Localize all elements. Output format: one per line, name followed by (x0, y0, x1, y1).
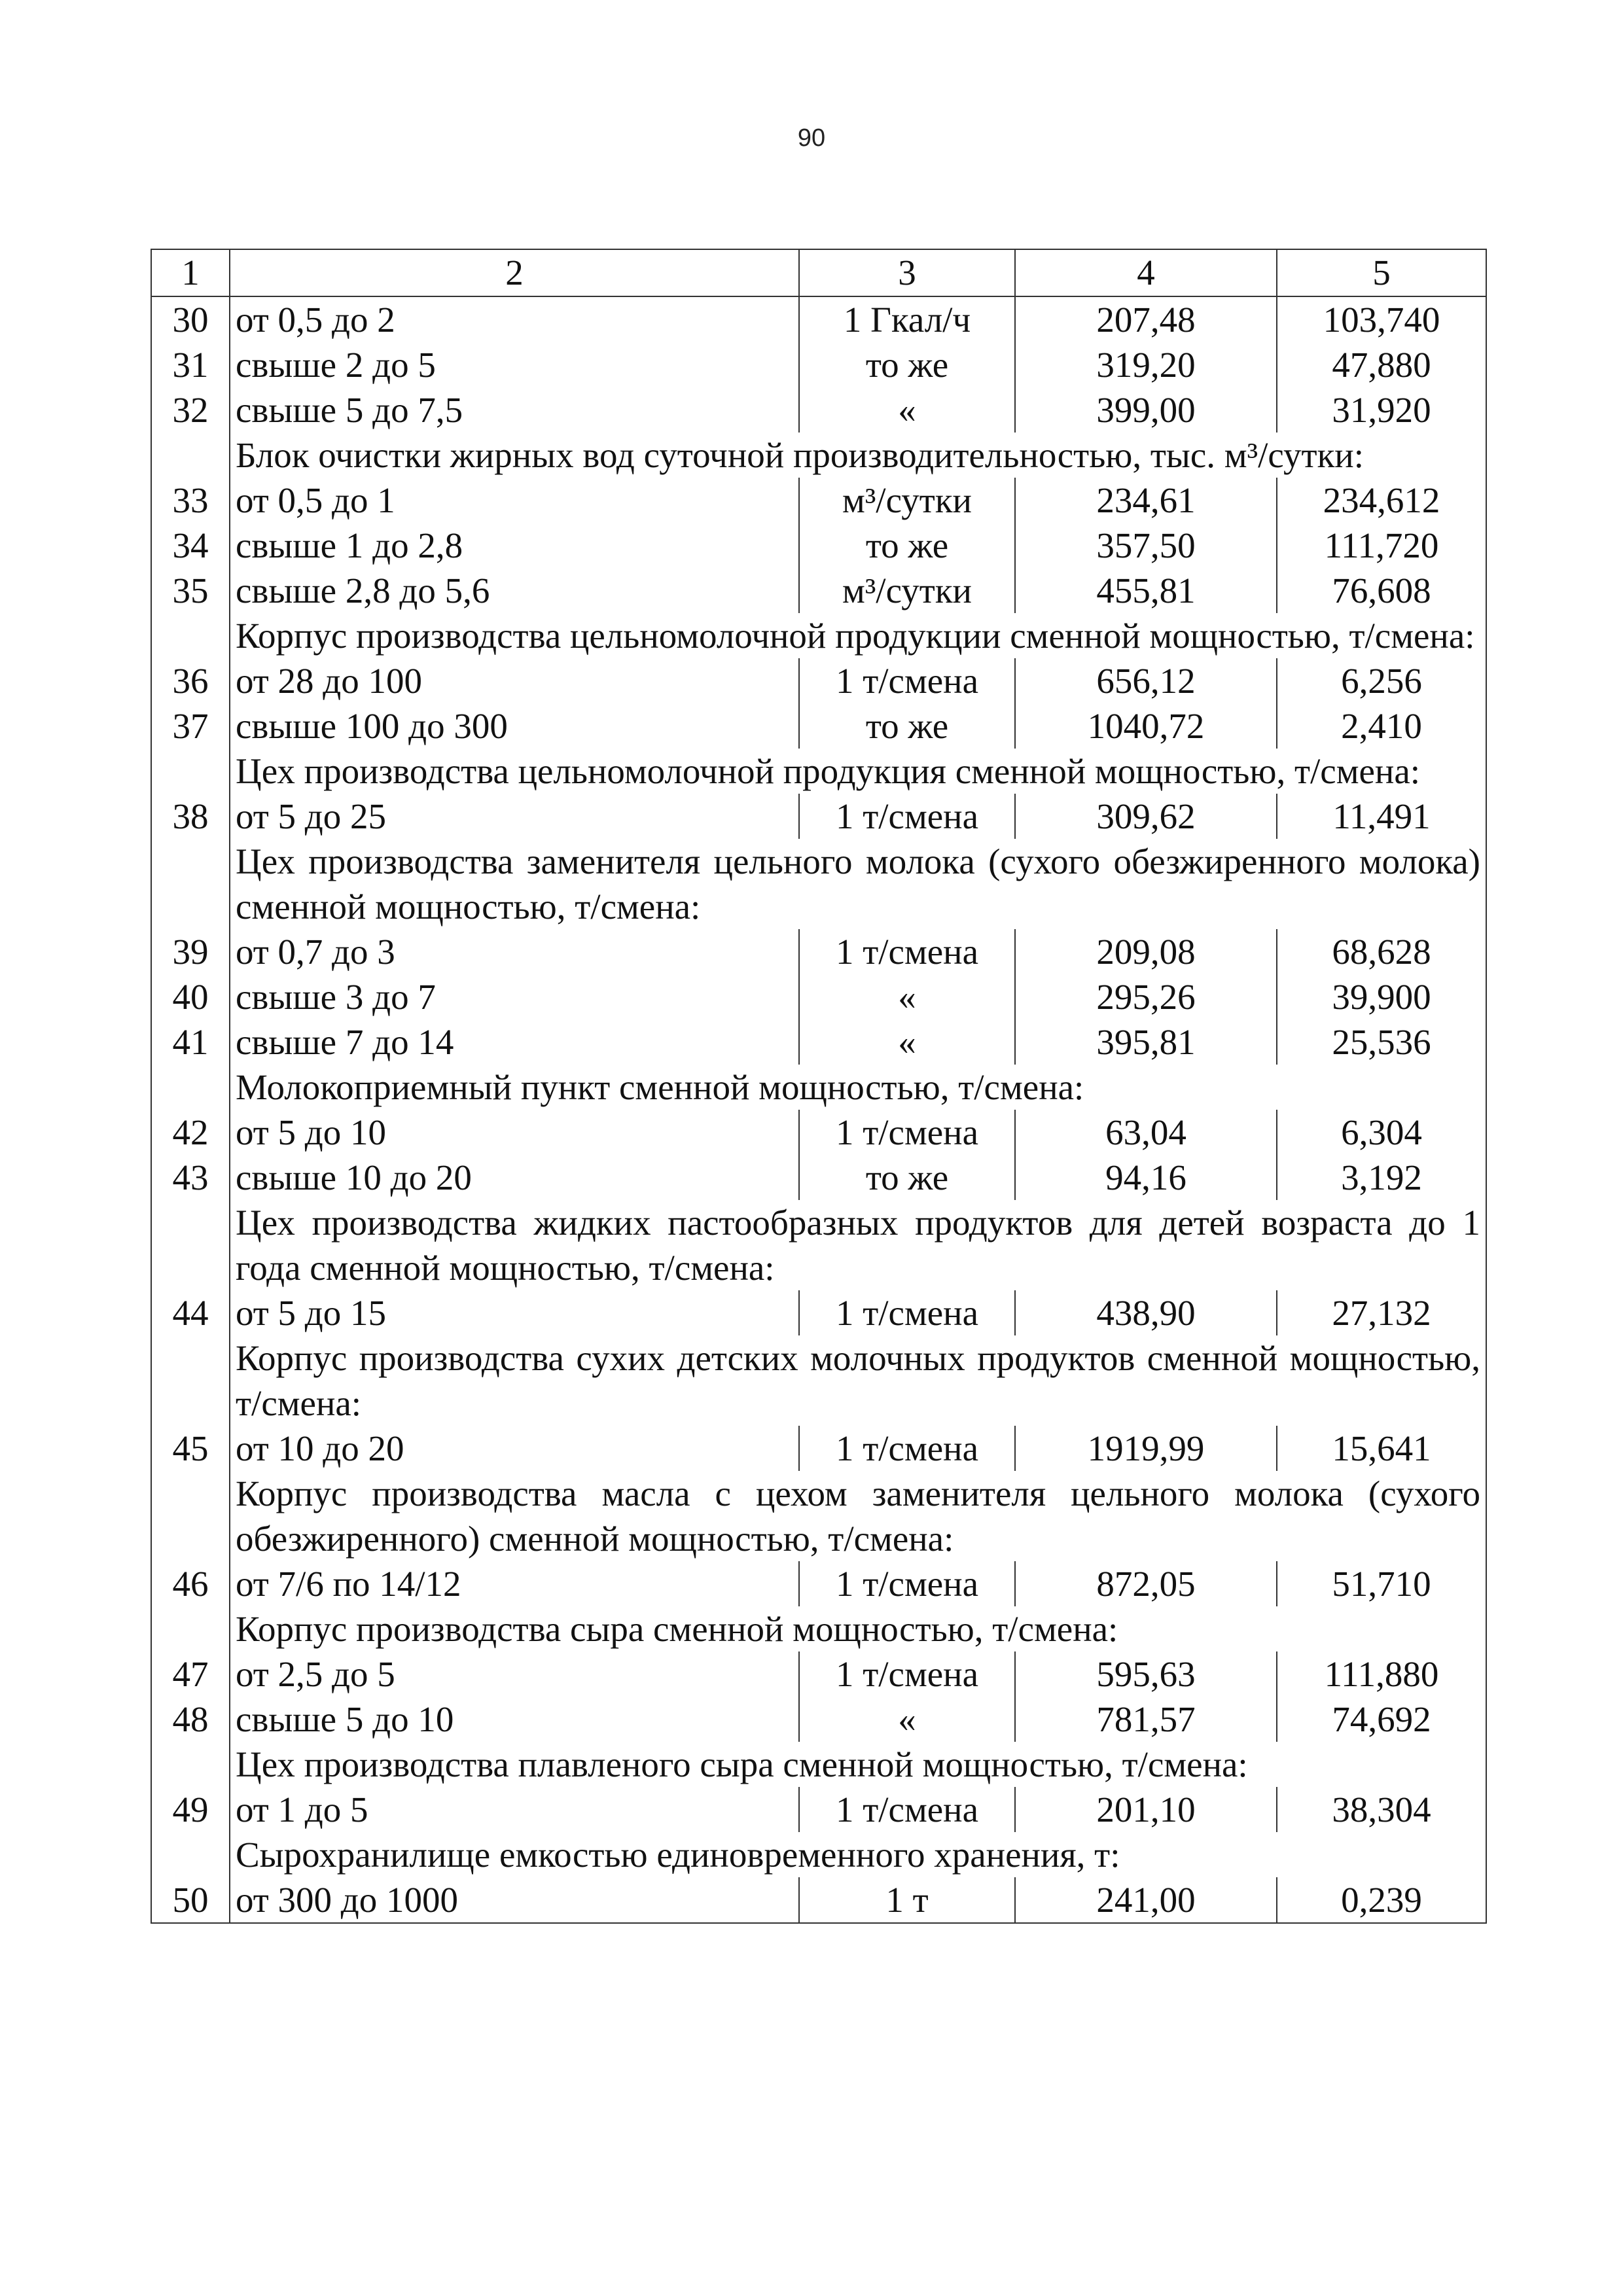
item-range: от 5 до 15 (230, 1290, 799, 1335)
item-value-col4: 234,61 (1015, 478, 1277, 523)
section-num-cell (151, 749, 230, 794)
item-value-col4: 1919,99 (1015, 1426, 1277, 1471)
table-row (151, 523, 1486, 568)
table-row (151, 387, 1486, 433)
row-number: 45 (151, 1426, 230, 1471)
section-row (151, 1832, 1486, 1877)
section-title: Цех производства цельномолочной продукция сменной мощностью, т/смена: (230, 749, 1486, 794)
row-number: 40 (151, 974, 230, 1019)
section-num-cell (151, 1742, 230, 1787)
section-row (151, 613, 1486, 658)
price-table (151, 249, 1487, 1924)
item-unit: то же (799, 1155, 1015, 1200)
table-row (151, 342, 1486, 387)
table-row (151, 1787, 1486, 1832)
item-unit: « (799, 1697, 1015, 1742)
item-value-col4: 399,00 (1015, 387, 1277, 433)
item-unit: то же (799, 703, 1015, 749)
item-unit: 1 т/смена (799, 1651, 1015, 1697)
table-row (151, 1877, 1486, 1923)
item-range: от 10 до 20 (230, 1426, 799, 1471)
item-range: от 0,5 до 1 (230, 478, 799, 523)
item-value-col5: 111,880 (1277, 1651, 1486, 1697)
item-unit: 1 Гкал/ч (799, 296, 1015, 342)
item-value-col5: 2,410 (1277, 703, 1486, 749)
item-unit: м³/сутки (799, 478, 1015, 523)
section-row (151, 1065, 1486, 1110)
item-unit: 1 т/смена (799, 794, 1015, 839)
table-row (151, 1651, 1486, 1697)
table-row (151, 1561, 1486, 1606)
item-value-col5: 0,239 (1277, 1877, 1486, 1923)
item-range: от 2,5 до 5 (230, 1651, 799, 1697)
section-row (151, 749, 1486, 794)
table-header-row (151, 249, 1486, 296)
row-number: 41 (151, 1019, 230, 1065)
item-value-col4: 781,57 (1015, 1697, 1277, 1742)
item-unit: 1 т/смена (799, 1290, 1015, 1335)
item-value-col5: 25,536 (1277, 1019, 1486, 1065)
item-range: свыше 10 до 20 (230, 1155, 799, 1200)
section-row (151, 1742, 1486, 1787)
row-number: 48 (151, 1697, 230, 1742)
section-title: Корпус производства сухих детских молочных продуктов сменной мощностью, т/смена: (230, 1335, 1486, 1426)
header-cell-3: 3 (799, 249, 1015, 296)
row-number: 32 (151, 387, 230, 433)
item-value-col4: 357,50 (1015, 523, 1277, 568)
item-range: от 5 до 10 (230, 1110, 799, 1155)
row-number: 35 (151, 568, 230, 613)
header-cell-4: 4 (1015, 249, 1277, 296)
item-value-col5: 68,628 (1277, 929, 1486, 974)
table-row (151, 1426, 1486, 1471)
item-range: свыше 100 до 300 (230, 703, 799, 749)
row-number: 33 (151, 478, 230, 523)
table-row (151, 658, 1486, 703)
item-value-col5: 38,304 (1277, 1787, 1486, 1832)
item-value-col5: 15,641 (1277, 1426, 1486, 1471)
table-row (151, 568, 1486, 613)
item-value-col4: 438,90 (1015, 1290, 1277, 1335)
item-value-col5: 103,740 (1277, 296, 1486, 342)
table-body (151, 249, 1486, 1923)
table-row (151, 1110, 1486, 1155)
item-range: от 28 до 100 (230, 658, 799, 703)
item-unit: то же (799, 342, 1015, 387)
row-number: 34 (151, 523, 230, 568)
row-number: 36 (151, 658, 230, 703)
item-value-col4: 872,05 (1015, 1561, 1277, 1606)
item-value-col4: 295,26 (1015, 974, 1277, 1019)
item-value-col5: 11,491 (1277, 794, 1486, 839)
section-title: Блок очистки жирных вод суточной производительностью, тыс. м³/сутки: (230, 433, 1486, 478)
item-range: свыше 5 до 7,5 (230, 387, 799, 433)
item-range: свыше 7 до 14 (230, 1019, 799, 1065)
section-num-cell (151, 613, 230, 658)
item-range: от 0,7 до 3 (230, 929, 799, 974)
table-row (151, 794, 1486, 839)
item-unit: м³/сутки (799, 568, 1015, 613)
item-value-col5: 31,920 (1277, 387, 1486, 433)
item-value-col5: 51,710 (1277, 1561, 1486, 1606)
table-row (151, 296, 1486, 342)
item-unit: 1 т/смена (799, 658, 1015, 703)
item-value-col4: 201,10 (1015, 1787, 1277, 1832)
section-row (151, 1335, 1486, 1426)
item-unit: 1 т/смена (799, 1110, 1015, 1155)
item-value-col4: 455,81 (1015, 568, 1277, 613)
item-range: свыше 3 до 7 (230, 974, 799, 1019)
item-unit: 1 т (799, 1877, 1015, 1923)
item-unit: то же (799, 523, 1015, 568)
item-value-col5: 47,880 (1277, 342, 1486, 387)
section-num-cell (151, 1471, 230, 1561)
row-number: 39 (151, 929, 230, 974)
item-value-col5: 39,900 (1277, 974, 1486, 1019)
item-value-col5: 74,692 (1277, 1697, 1486, 1742)
item-range: от 0,5 до 2 (230, 296, 799, 342)
item-value-col4: 207,48 (1015, 296, 1277, 342)
page-number: 90 (797, 124, 826, 152)
item-value-col5: 3,192 (1277, 1155, 1486, 1200)
section-num-cell (151, 1606, 230, 1651)
item-value-col4: 209,08 (1015, 929, 1277, 974)
section-row (151, 1200, 1486, 1290)
item-unit: « (799, 1019, 1015, 1065)
section-num-cell (151, 1832, 230, 1877)
section-num-cell (151, 1065, 230, 1110)
item-value-col5: 76,608 (1277, 568, 1486, 613)
item-unit: « (799, 974, 1015, 1019)
section-title: Корпус производства масла с цехом заменителя цельного молока (сухого обезжиренного) сменной мощностью, т/смена: (230, 1471, 1486, 1561)
item-value-col4: 63,04 (1015, 1110, 1277, 1155)
item-range: свыше 5 до 10 (230, 1697, 799, 1742)
item-value-col4: 319,20 (1015, 342, 1277, 387)
item-range: свыше 2,8 до 5,6 (230, 568, 799, 613)
item-value-col4: 656,12 (1015, 658, 1277, 703)
item-unit: 1 т/смена (799, 1561, 1015, 1606)
item-value-col4: 1040,72 (1015, 703, 1277, 749)
item-unit: 1 т/смена (799, 1426, 1015, 1471)
section-row (151, 433, 1486, 478)
section-num-cell (151, 1200, 230, 1290)
table-row (151, 929, 1486, 974)
item-unit: 1 т/смена (799, 1787, 1015, 1832)
section-num-cell (151, 839, 230, 929)
section-title: Молокоприемный пункт сменной мощностью, т/смена: (230, 1065, 1486, 1110)
item-value-col4: 595,63 (1015, 1651, 1277, 1697)
section-num-cell (151, 1335, 230, 1426)
section-title: Корпус производства сыра сменной мощностью, т/смена: (230, 1606, 1486, 1651)
row-number: 47 (151, 1651, 230, 1697)
row-number: 37 (151, 703, 230, 749)
row-number: 30 (151, 296, 230, 342)
section-row (151, 839, 1486, 929)
row-number: 42 (151, 1110, 230, 1155)
table-row (151, 1697, 1486, 1742)
row-number: 43 (151, 1155, 230, 1200)
table-row (151, 1155, 1486, 1200)
header-cell-1: 1 (151, 249, 230, 296)
item-value-col5: 6,256 (1277, 658, 1486, 703)
section-row (151, 1606, 1486, 1651)
section-row (151, 1471, 1486, 1561)
item-value-col5: 234,612 (1277, 478, 1486, 523)
table-row (151, 478, 1486, 523)
item-value-col4: 94,16 (1015, 1155, 1277, 1200)
item-range: свыше 1 до 2,8 (230, 523, 799, 568)
item-value-col5: 6,304 (1277, 1110, 1486, 1155)
section-title: Сырохранилище емкостью единовременного хранения, т: (230, 1832, 1486, 1877)
item-value-col4: 395,81 (1015, 1019, 1277, 1065)
item-range: от 1 до 5 (230, 1787, 799, 1832)
section-title: Цех производства плавленого сыра сменной мощностью, т/смена: (230, 1742, 1486, 1787)
item-range: от 300 до 1000 (230, 1877, 799, 1923)
table-row (151, 1019, 1486, 1065)
item-value-col4: 309,62 (1015, 794, 1277, 839)
row-number: 44 (151, 1290, 230, 1335)
item-unit: 1 т/смена (799, 929, 1015, 974)
item-value-col4: 241,00 (1015, 1877, 1277, 1923)
section-title: Цех производства заменителя цельного молока (сухого обезжиренного молока) сменной мощностью, т/смена: (230, 839, 1486, 929)
header-cell-2: 2 (230, 249, 799, 296)
row-number: 38 (151, 794, 230, 839)
table-row (151, 974, 1486, 1019)
item-value-col5: 27,132 (1277, 1290, 1486, 1335)
item-range: от 5 до 25 (230, 794, 799, 839)
section-num-cell (151, 433, 230, 478)
table-row (151, 703, 1486, 749)
row-number: 49 (151, 1787, 230, 1832)
section-title: Корпус производства цельномолочной продукции сменной мощностью, т/смена: (230, 613, 1486, 658)
row-number: 46 (151, 1561, 230, 1606)
row-number: 50 (151, 1877, 230, 1923)
item-value-col5: 111,720 (1277, 523, 1486, 568)
item-unit: « (799, 387, 1015, 433)
section-title: Цех производства жидких пастообразных продуктов для детей возраста до 1 года сменной мощностью, т/смена: (230, 1200, 1486, 1290)
table-row (151, 1290, 1486, 1335)
row-number: 31 (151, 342, 230, 387)
header-cell-5: 5 (1277, 249, 1486, 296)
item-range: от 7/6 по 14/12 (230, 1561, 799, 1606)
item-range: свыше 2 до 5 (230, 342, 799, 387)
